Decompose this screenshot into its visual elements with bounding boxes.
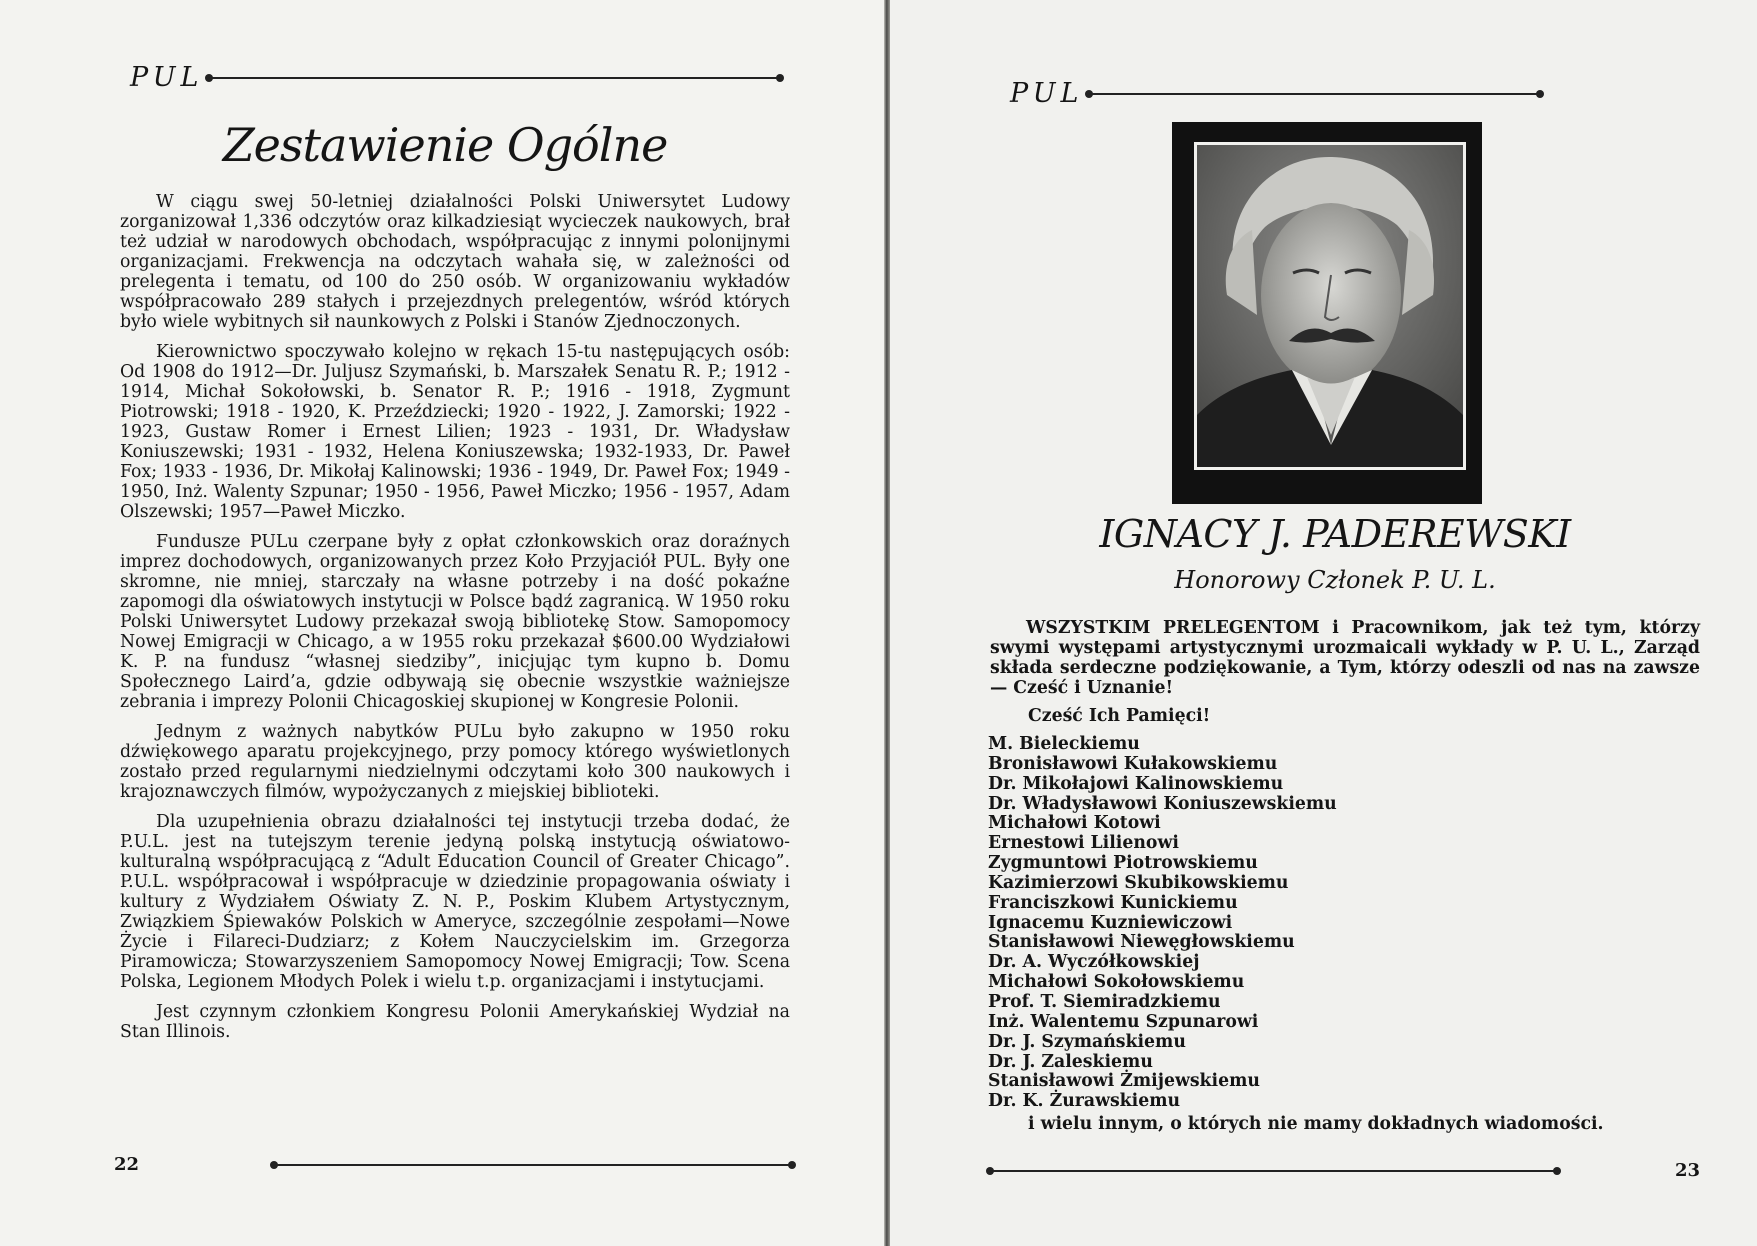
list-item: Ignacemu Kuzniewiczowi	[988, 912, 1233, 933]
list-item: Dr. A. Wyczółkowskiej	[988, 952, 1200, 973]
footer-rule	[990, 1170, 1557, 1172]
article-body	[120, 192, 790, 1052]
header-brand: PUL	[1010, 78, 1084, 109]
page-footer	[114, 1154, 792, 1175]
person-name: IGNACY J. PADEREWSKI	[1099, 512, 1571, 556]
paragraph: Jest czynnym członkiem Kongresu Polonii Amerykańskiej Wydział na Stan Illinois.	[120, 1002, 790, 1042]
page-header	[130, 62, 780, 93]
person-subtitle: Honorowy Członek P. U. L.	[1174, 566, 1496, 594]
list-item: Dr. J. Szymańskiemu	[988, 1031, 1186, 1052]
memory-heading: Cześć Ich Pamięci!	[1028, 706, 1211, 726]
list-item: Stanisławowi Niewęgłowskiemu	[988, 932, 1295, 953]
paragraph: Kierownictwo spoczywało kolejno w rękach 15-tu następujących osób: Od 1908 do 1912—Dr. Juljusz Szymański, b. Marszałek Senatu R. P.; 1912 - 1914, Michał Sokołowski, b. Senator R. P.; 1916 - 1918, Zygmunt Piotrowski; 1918 - 1920, K. Przeździecki; 1920 - 1922, J. Zamorski; 1922 - 1923, Gustaw Romer i Ernest Lilien; 1923 - 1931, Dr. Władysław Koniuszewski; 1931 - 1932, Helena Koniuszewska; 1932-1933, Dr. Paweł Fox; 1933 - 1936, Dr. Mikołaj Kalinowski; 1936 - 1949, Dr. Paweł Fox; 1949 - 1950, Inż. Walenty Szpunar; 1950 - 1956, Paweł Miczko; 1956 - 1957, Adam Olszewski; 1957—Paweł Miczko.	[120, 342, 790, 522]
list-item: Kazimierzowi Skubikowskiemu	[988, 872, 1289, 893]
list-item: Stanisławowi Żmijewskiemu	[988, 1071, 1260, 1092]
thanks-paragraph: WSZYSTKIM PRELEGENTOM i Pracownikom, jak też tym, którzy swymi występami artystycznymi urozmaicali wykłady w P. U. L., Zarząd składa serdeczne podziękowanie, a Tym, którzy odeszli od nas na zawsze — Cześć i Uznanie!	[990, 618, 1700, 698]
list-item: Bronisławowi Kułakowskiemu	[988, 753, 1278, 774]
page-number: 23	[1674, 1160, 1700, 1181]
list-item: Ernestowi Lilienowi	[988, 833, 1179, 854]
list-item: Michałowi Kotowi	[988, 813, 1161, 834]
page-number: 22	[114, 1154, 140, 1175]
list-item: Dr. K. Żurawskiemu	[988, 1091, 1181, 1112]
paragraph: Dla uzupełnienia obrazu działalności tej instytucji trzeba dodać, że P.U.L. jest na tutejszym terenie jedyną polską instytucją oświatowo-kulturalną współpracującą z “Adult Education Council of Greater Chicago”. P.U.L. współpracował i współpracuje w dziedzinie propagowania oświaty i kultury z Wydziałem Oświaty Z. N. P., Poskim Klubem Artystycznym, Związkiem Śpiewaków Polskich w Ameryce, szczególnie zespołami—Nowe Życie i Filareci-Dudziarz; z Kołem Nauczycielskim im. Grzegorza Piramowicza; Stowarzyszeniem Samopomocy Nowej Emigracji; Tow. Scena Polska, Legionem Młodych Polek i wielu t.p. organizacjami i instytucjami.	[120, 812, 790, 992]
list-item: Dr. Mikołajowi Kalinowskiemu	[988, 773, 1284, 794]
header-brand: PUL	[130, 62, 204, 93]
portrait-photo	[1194, 142, 1466, 470]
list-item: Inż. Walentemu Szpunarowi	[988, 1011, 1259, 1032]
footer-rule	[274, 1164, 792, 1166]
portrait-frame	[1172, 122, 1482, 504]
paragraph: W ciągu swej 50-letniej działalności Polski Uniwersytet Ludowy zorganizował 1,336 odczytów oraz kilkadziesiąt wycieczek naukowych, brał też udział w narodowych obchodach, współpracując z innymi polonijnymi organizacjami. Frekwencja na odczytach wahała się, w zależności od prelegenta i tematu, od 100 do 250 osób. W organizowaniu wykładów współpracowało 289 stałych i przejezdnych prelegentów, wśród których było wiele wybitnych sił naunkowych z Polski i Stanów Zjednoczonych.	[120, 192, 790, 332]
page-header	[1010, 78, 1540, 109]
paragraph: Jednym z ważnych nabytków PULu było zakupno w 1950 roku dźwiękowego aparatu projekcyjnego, przy pomocy którego wyświetlonych zostało przed regularnymi niedzielnymi odczytami koło 300 naukowych i krajoznawczych filmów, wypożyczanych z miejskiej biblioteki.	[120, 722, 790, 802]
header-rule	[1089, 93, 1540, 95]
paragraph: Fundusze PULu czerpane były z opłat członkowskich oraz doraźnych imprez dochodowych, organizowanych przez Koło Przyjaciół PUL. Były one skromne, nie mniej, starczały na własne potrzeby i na dość pokaźne zapomogi dla oświatowych instytucji w Polsce bądź zagranicą. W 1950 roku Polski Uniwersytet Ludowy przekazał swoją bibliotekę Stow. Samopomocy Nowej Emigracji w Chicago, a w 1955 roku przekazał $600.00 Wydziałowi K. P. na fundusz “własnej siedziby”, inicjując tym kupno b. Domu Społecznego Laird’a, gdzie odbywają się obecnie wszystkie ważniejsze zebrania i imprezy Polonii Chicagoskiej skupionej w Kongresie Polonii.	[120, 532, 790, 712]
memorial-names-list	[988, 735, 1708, 1112]
header-rule	[209, 77, 780, 79]
list-item: Prof. T. Siemiradzkiemu	[988, 991, 1221, 1012]
list-item: Dr. Władysławowi Koniuszewskiemu	[988, 793, 1337, 814]
right-page	[890, 0, 1757, 1246]
list-item: M. Bieleckiemu	[988, 734, 1140, 754]
closing-line: i wielu innym, o których nie mamy dokładnych wiadomości.	[1028, 1114, 1604, 1134]
list-item: Zygmuntowi Piotrowskiemu	[988, 853, 1258, 874]
page-footer	[990, 1160, 1700, 1181]
list-item: Franciszkowi Kunickiemu	[988, 892, 1238, 913]
list-item: Dr. J. Zaleskiemu	[988, 1051, 1153, 1072]
page-title: Zestawienie Ogólne	[222, 118, 668, 172]
list-item: Michałowi Sokołowskiemu	[988, 972, 1245, 993]
portrait-image	[1197, 145, 1463, 467]
